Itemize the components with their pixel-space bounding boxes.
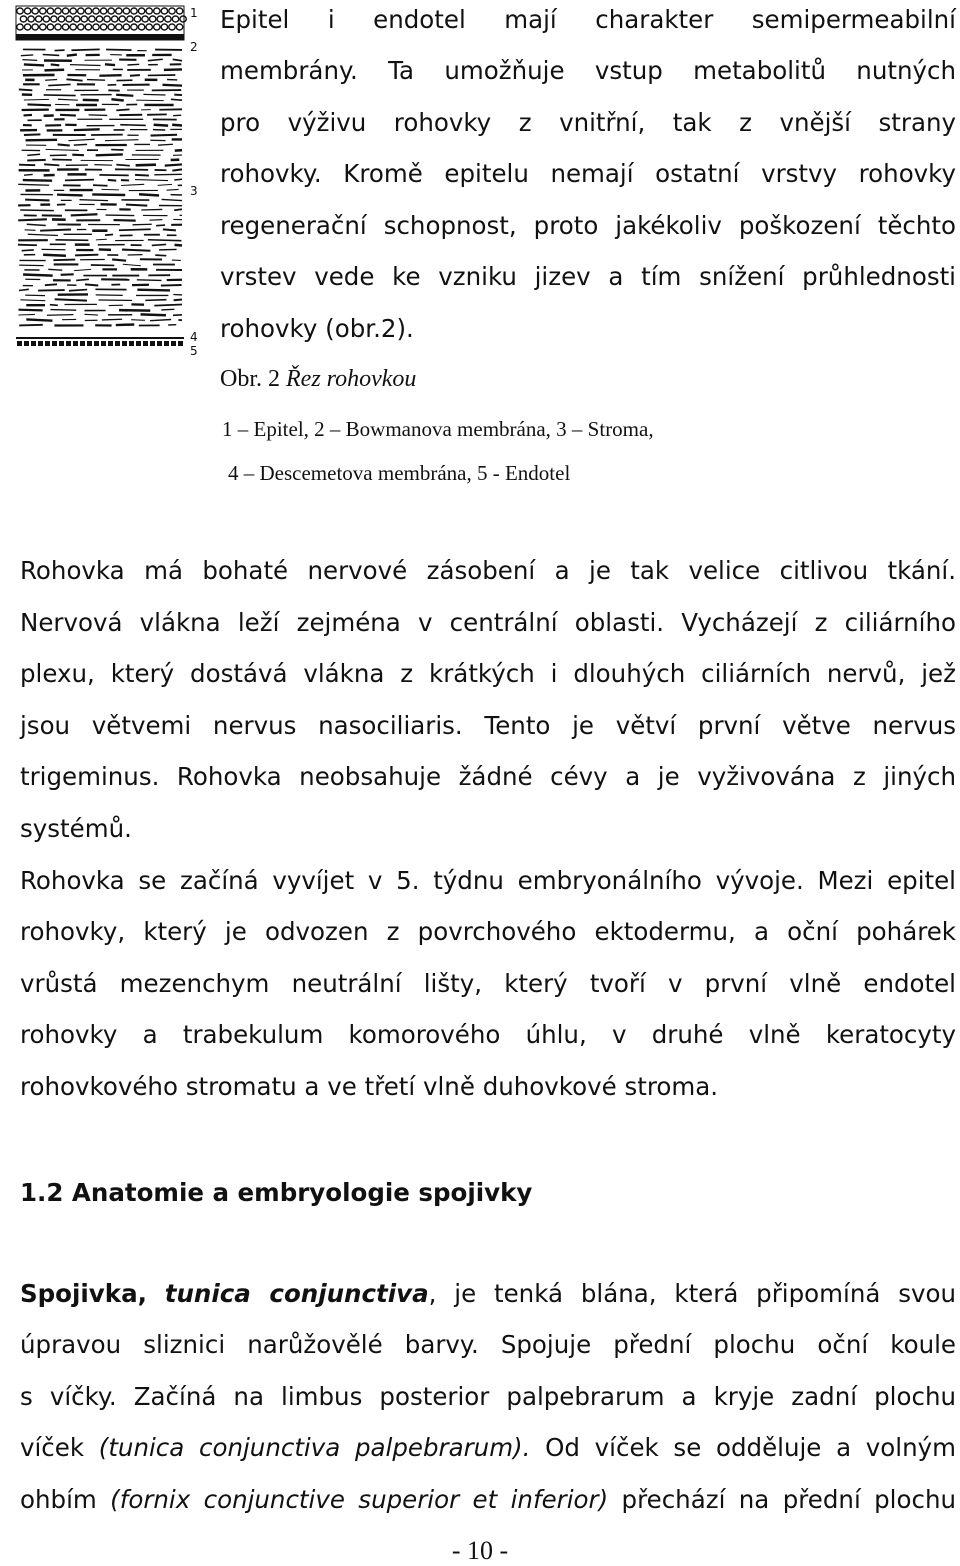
stroma-fiber [115, 169, 148, 170]
stroma-fiber [116, 109, 129, 110]
endothelial-cell [108, 341, 113, 346]
stroma-fiber [165, 164, 182, 165]
stroma-fiber [116, 324, 134, 325]
stroma-fiber [94, 165, 112, 166]
stroma-fiber [174, 179, 182, 180]
stroma-fiber [87, 80, 105, 81]
stroma-fiber [51, 64, 60, 65]
stroma-fiber [44, 164, 59, 165]
stroma-fiber [19, 310, 43, 311]
stroma-fiber [148, 59, 163, 60]
endothelial-cell [52, 341, 57, 346]
stroma-fiber [23, 180, 52, 181]
stroma-fiber [50, 310, 76, 311]
stroma-fiber [89, 115, 108, 116]
stroma-fiber [135, 180, 168, 181]
paragraph-line: systémů. [20, 815, 132, 843]
stroma-fiber [101, 189, 118, 190]
stroma-fiber [84, 314, 98, 315]
paragraph-line: s víčky. Začíná na limbus posterior palpebrarum a kryje zadní plochu [20, 1383, 956, 1411]
stroma-fiber [150, 319, 171, 320]
endothelial-cell [66, 341, 71, 346]
stroma-fiber [148, 240, 182, 241]
figure-label-5: 5 [190, 344, 198, 358]
stroma-fiber [174, 300, 182, 301]
stroma-fiber [85, 284, 98, 285]
stroma-fiber [158, 144, 173, 145]
intro-line: regenerační schopnost, proto jakékoliv poškození těchto [220, 212, 956, 240]
term-latin: (fornix conjunctive superior et inferior) [110, 1485, 608, 1514]
paragraph-line: rohovky, který je odvozen z povrchového ektodermu, a oční pohárek [20, 918, 956, 946]
stroma-fiber [58, 99, 78, 100]
stroma-fiber [106, 49, 131, 50]
stroma-fiber [53, 260, 75, 261]
stroma-fiber [24, 99, 49, 100]
endothelial-cell [115, 341, 120, 346]
stroma-fiber [20, 300, 45, 301]
endothelial-cell [164, 341, 169, 346]
stroma-fiber [55, 299, 87, 300]
stroma-fiber [71, 214, 98, 215]
stroma-fiber [57, 195, 83, 196]
endothelial-cell [24, 341, 29, 346]
stroma-fiber [19, 289, 29, 290]
stroma-fiber [137, 290, 170, 291]
stroma-fiber [25, 230, 36, 231]
endothelial-cell [80, 341, 85, 346]
endothelial-cell [73, 341, 78, 346]
cornea-section-drawing [12, 4, 212, 356]
figure-label-3: 3 [190, 184, 198, 198]
stroma-fiber [76, 279, 89, 280]
stroma-fiber [27, 154, 40, 155]
stroma-fiber [175, 245, 182, 246]
stroma-fiber [47, 315, 73, 316]
stroma-fiber [162, 199, 182, 200]
stroma-fiber [105, 140, 138, 141]
stroma-fiber [25, 295, 45, 296]
stroma-fiber [19, 325, 43, 326]
stroma-fiber [19, 89, 32, 90]
stroma-fiber [24, 64, 44, 65]
stroma-fiber [121, 184, 144, 185]
stroma-fiber [74, 129, 100, 130]
endothelial-cell [87, 341, 92, 346]
stroma-fiber [96, 295, 123, 296]
intro-line: pro výživu rohovky z vnitřní, tak z vnější strany [220, 109, 956, 137]
text-run: víček [20, 1433, 99, 1462]
stroma-fiber [133, 224, 152, 225]
stroma-fiber [60, 115, 76, 116]
stroma-fiber [123, 264, 141, 265]
term-latin: (tunica conjunctiva palpebrarum). [99, 1433, 531, 1462]
paragraph-line: Rohovka se začíná vyvíjet v 5. týdnu embryonálního vývoje. Mezi epitel [20, 867, 956, 895]
endothelial-cell [31, 341, 36, 346]
stroma-fiber [141, 209, 162, 210]
stroma-fiber [74, 269, 91, 270]
text-run: Od víček se odděluje a volným [530, 1433, 956, 1462]
stroma-fiber [68, 139, 94, 140]
figure-legend-line: 1 – Epitel, 2 – Bowmanova membrána, 3 – Stroma, [222, 417, 654, 442]
stroma-fiber [161, 309, 174, 310]
stroma-fiber [99, 175, 128, 176]
figure-caption-title [220, 366, 416, 393]
intro-line: rohovky. Kromě epitelu nemají ostatní vrstvy rohovky [220, 160, 956, 188]
stroma-fiber [44, 70, 64, 71]
stroma-fiber [71, 49, 99, 50]
stroma-fiber [44, 95, 76, 96]
endothelial-cell [157, 341, 162, 346]
endothelial-cell [38, 341, 43, 346]
stroma-fiber [27, 224, 46, 225]
endothelial-cell [45, 341, 50, 346]
paragraph-line: Nervová vlákna leží zejména v centrální oblasti. Vycházejí z ciliárního [20, 609, 956, 637]
section-heading: 1.2 Anatomie a embryologie spojivky [20, 1178, 532, 1207]
stroma-fiber [173, 59, 182, 60]
figure-label-4: 4 [190, 330, 198, 344]
stroma-fiber [149, 220, 162, 221]
stroma-fiber [105, 64, 115, 65]
stroma-fiber [99, 75, 121, 76]
paragraph-line [20, 1434, 956, 1462]
stroma-fiber [106, 215, 135, 216]
endothelial-cell [59, 341, 64, 346]
stroma-fiber [23, 274, 53, 275]
stroma-fiber [163, 85, 182, 86]
text-run: ohbím [20, 1485, 110, 1514]
stroma-fiber [43, 255, 66, 256]
endothelial-cell [101, 341, 106, 346]
stroma-fiber [61, 274, 74, 275]
stroma-fiber [26, 319, 52, 320]
stroma-fiber [161, 285, 182, 286]
stroma-fiber [48, 269, 62, 270]
stroma-fiber [45, 80, 57, 81]
stroma-fiber [158, 184, 172, 185]
stroma-fiber [171, 99, 182, 100]
endothelial-cell [150, 341, 155, 346]
stroma-fiber [45, 284, 57, 285]
endothelial-cell [17, 341, 22, 346]
intro-line: Epitel i endotel mají charakter semipermeabilní [220, 6, 956, 34]
figure-legend-line: 4 – Descemetova membrána, 5 - Endotel [228, 461, 570, 486]
intro-line: vrstev vede ke vzniku jizev a tím snížení průhlednosti [220, 263, 956, 291]
stroma-fiber [22, 250, 34, 251]
paragraph-line: vrůstá mezenchym neutrální lišty, který tvoří v první vlně endotel [20, 970, 956, 998]
stroma-fiber [155, 255, 166, 256]
stroma-fiber [46, 149, 79, 150]
endothelial-cell [129, 341, 134, 346]
paragraph-line: Rohovka má bohaté nervové zásobení a je tak velice citlivou tkání. [20, 557, 956, 585]
stroma-fiber [40, 229, 71, 230]
stroma-fiber [24, 174, 33, 175]
stroma-fiber [93, 185, 108, 186]
stroma-fiber [20, 210, 54, 211]
stroma-fiber [105, 234, 113, 235]
term-latin: tunica conjunctiva [165, 1279, 429, 1308]
stroma-fiber [96, 239, 107, 240]
stroma-fiber [139, 194, 159, 195]
endothelial-cell [122, 341, 127, 346]
stroma-fiber [48, 84, 70, 85]
stroma-fiber [74, 144, 87, 145]
paragraph-line: plexu, který dostává vlákna z krátkých i dlouhých ciliárních nervů, jež [20, 660, 956, 688]
stroma-fiber [114, 220, 136, 221]
stroma-fiber [163, 229, 176, 230]
paragraph-line: trigeminus. Rohovka neobsahuje žádné cévy a je vyživována z jiných [20, 763, 956, 791]
endothelial-cell [94, 341, 99, 346]
stroma-fiber [167, 189, 179, 190]
stroma-fiber [120, 125, 146, 126]
stroma-fiber [122, 250, 150, 251]
stroma-fiber [23, 115, 31, 116]
stroma-fiber [143, 94, 165, 95]
stroma-fiber [66, 79, 82, 80]
stroma-fiber [172, 169, 182, 170]
stroma-fiber [145, 300, 166, 301]
stroma-fiber [152, 244, 166, 245]
stroma-fiber [127, 64, 139, 65]
stroma-fiber [18, 184, 49, 185]
term-bold: Spojivka, [20, 1279, 147, 1308]
stroma-fiber [75, 255, 98, 256]
stroma-fiber [43, 54, 60, 55]
stroma-fiber [92, 194, 125, 195]
paragraph-line: rohovkového stromatu a ve třetí vlně duhovkové stroma. [20, 1073, 718, 1101]
stroma-fiber [79, 200, 108, 201]
stroma-fiber [18, 245, 37, 246]
stroma-fiber [156, 225, 165, 226]
paragraph-line [20, 1280, 956, 1308]
figure-label-1: 1 [190, 6, 198, 20]
stroma-fiber [102, 319, 122, 320]
stroma-fiber [111, 99, 123, 100]
stroma-fiber [141, 314, 166, 315]
stroma-fiber [22, 60, 37, 61]
text-run: přechází na přední plochu [608, 1485, 956, 1514]
stroma-fiber [21, 55, 33, 56]
endothelial-cell [178, 341, 183, 346]
intro-line: rohovky (obr.2). [220, 315, 414, 343]
stroma-fiber [136, 165, 156, 166]
paragraph-line: úpravou sliznici narůžovělé barvy. Spojuje přední plochu oční koule [20, 1331, 956, 1359]
stroma-fiber [154, 125, 168, 126]
page-number: - 10 - [0, 1536, 960, 1566]
caption-title: Řez rohovkou [286, 366, 416, 392]
endothelial-cell [171, 341, 176, 346]
stroma-fiber [50, 305, 58, 306]
stroma-fiber [174, 209, 182, 210]
stroma-fiber [25, 200, 49, 201]
stroma-fiber [27, 104, 50, 105]
stroma-fiber [28, 234, 58, 235]
stroma-fiber [137, 280, 162, 281]
stroma-fiber [65, 180, 94, 181]
caption-prefix: Obr. 2 [220, 366, 286, 392]
endothelial-cell [143, 341, 148, 346]
text-run: , je tenká blána, která připomíná svou [429, 1279, 956, 1308]
cornea-section-figure [12, 4, 212, 356]
stroma-fiber [154, 304, 182, 305]
stroma-fiber [67, 55, 77, 56]
stroma-fiber [151, 135, 178, 136]
stroma-fiber [70, 65, 101, 66]
stroma-fiber [136, 100, 164, 101]
stroma-fiber [130, 75, 140, 76]
endothelial-cell [136, 341, 141, 346]
figure-label-2: 2 [190, 40, 198, 54]
stroma-fiber [27, 160, 45, 161]
stroma-fiber [116, 95, 133, 96]
stroma-fiber [24, 134, 41, 135]
stroma-fiber [172, 125, 182, 126]
paragraph-line: jsou větvemi nervus nasociliaris. Tento je větví první větve nervus [20, 712, 956, 740]
paragraph-line [20, 1486, 956, 1514]
stroma-fiber [18, 314, 34, 315]
paragraph-line: rohovky a trabekulum komorového úhlu, v druhé vlně keratocyty [20, 1021, 956, 1049]
stroma-fiber [119, 229, 151, 230]
stroma-fiber [58, 144, 70, 145]
stroma-fiber [173, 115, 181, 116]
stroma-fiber [72, 155, 84, 156]
stroma-fiber [69, 290, 87, 291]
stroma-fiber [116, 165, 130, 166]
stroma-fiber [108, 180, 116, 181]
stroma-fiber [126, 205, 147, 206]
intro-line: membrány. Ta umožňuje vstup metabolitů nutných [220, 57, 956, 85]
stroma-fiber [135, 175, 149, 176]
stroma-fiber [96, 154, 123, 155]
stroma-fiber [131, 320, 145, 321]
stroma-fiber [112, 259, 126, 260]
stroma-fiber [18, 219, 47, 220]
